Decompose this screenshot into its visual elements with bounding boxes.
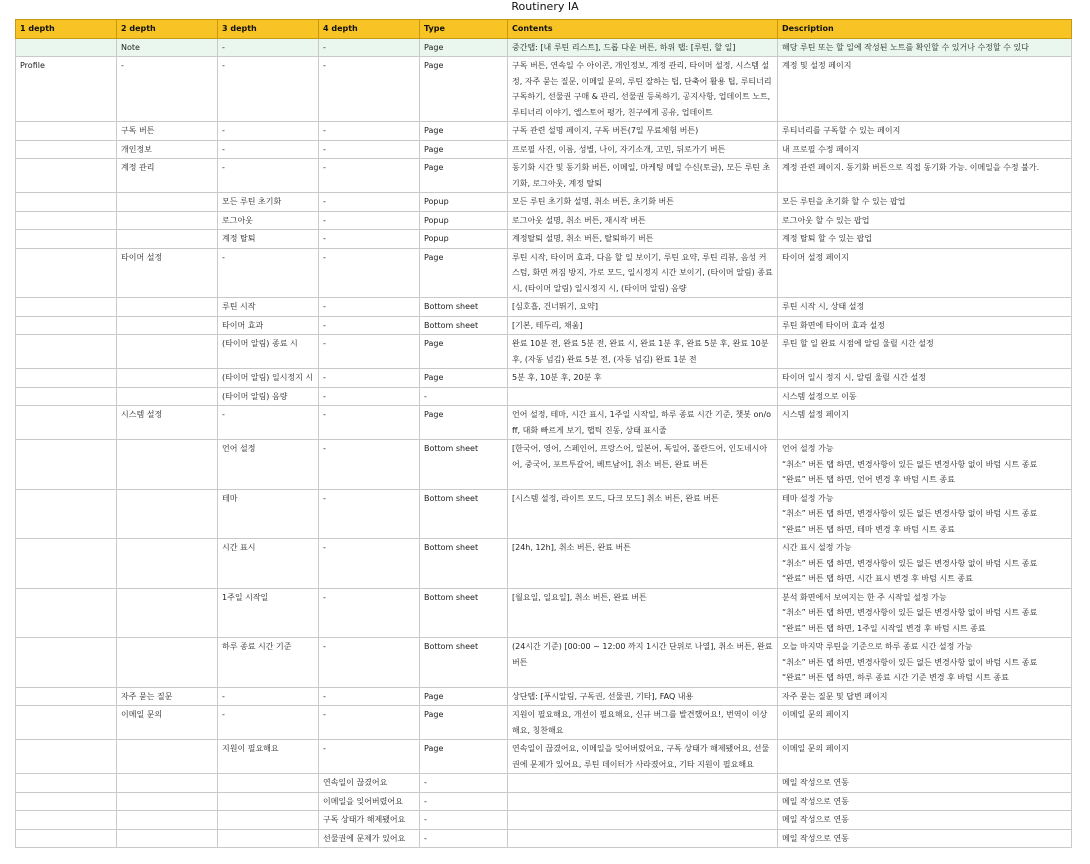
type-cell: Bottom sheet — [420, 440, 508, 490]
description-cell: 이메일 문의 페이지 — [778, 740, 1072, 774]
depth1-cell — [16, 489, 117, 539]
contents-cell: 지원이 필요해요, 개선이 필요해요, 신규 버그를 발견했어요!, 번역이 이상해요, 칭찬해요 — [508, 706, 778, 740]
header-3-depth: 3 depth — [218, 20, 319, 39]
table-row — [16, 539, 1072, 589]
table-row — [16, 122, 1072, 141]
depth3-cell: 지원이 필요해요 — [218, 740, 319, 774]
depth4-cell: - — [319, 706, 420, 740]
table-row — [16, 740, 1072, 774]
depth3-cell: - — [218, 687, 319, 706]
depth4-cell: - — [319, 38, 420, 57]
depth1-cell — [16, 159, 117, 193]
depth2-cell — [117, 638, 218, 688]
table-row — [16, 792, 1072, 811]
depth3-cell — [218, 774, 319, 793]
depth1-cell — [16, 440, 117, 490]
depth4-cell: - — [319, 489, 420, 539]
type-cell: Page — [420, 57, 508, 122]
table-row — [16, 298, 1072, 317]
table-row — [16, 489, 1072, 539]
description-cell: 내 프로필 수정 페이지 — [778, 140, 1072, 159]
depth3-cell: (타이머 알림) 음량 — [218, 387, 319, 406]
contents-cell: 구독 관련 설명 페이지, 구독 버튼(7일 무료체험 버튼) — [508, 122, 778, 141]
depth2-cell: 이메일 문의 — [117, 706, 218, 740]
depth4-cell: - — [319, 440, 420, 490]
depth2-cell — [117, 829, 218, 848]
description-cell: 계정 탈퇴 할 수 있는 팝업 — [778, 230, 1072, 249]
depth2-cell: 자주 묻는 질문 — [117, 687, 218, 706]
depth1-cell — [16, 369, 117, 388]
table-row — [16, 193, 1072, 212]
depth2-cell — [117, 774, 218, 793]
depth2-cell — [117, 489, 218, 539]
description-cell: 메일 작성으로 연동 — [778, 774, 1072, 793]
depth3-cell: (타이머 알림) 종료 시 — [218, 335, 319, 369]
depth1-cell — [16, 335, 117, 369]
contents-cell: 로그아웃 설명, 취소 버튼, 재시작 버튼 — [508, 211, 778, 230]
header-4-depth: 4 depth — [319, 20, 420, 39]
table-row — [16, 159, 1072, 193]
header-type: Type — [420, 20, 508, 39]
contents-cell: 모든 루틴 초기화 설명, 취소 버튼, 초기화 버튼 — [508, 193, 778, 212]
depth1-cell — [16, 298, 117, 317]
contents-cell: (24시간 기준) [00:00 ~ 12:00 까지 1시간 단위로 나열], 취소 버튼, 완료 버튼 — [508, 638, 778, 688]
depth3-cell: - — [218, 248, 319, 298]
contents-cell: 중간탭: [내 루틴 리스트], 드롭 다운 버튼, 하위 탭: [루틴, 할 일] — [508, 38, 778, 57]
depth2-cell — [117, 792, 218, 811]
depth3-cell: 언어 설정 — [218, 440, 319, 490]
depth4-cell: - — [319, 159, 420, 193]
contents-cell — [508, 829, 778, 848]
depth2-cell — [117, 369, 218, 388]
depth2-cell — [117, 588, 218, 638]
depth4-cell: - — [319, 740, 420, 774]
depth4-cell: - — [319, 230, 420, 249]
depth2-cell — [117, 335, 218, 369]
type-cell: Page — [420, 159, 508, 193]
type-cell: - — [420, 387, 508, 406]
description-cell: 계정 관련 페이지. 동기화 버튼으로 직접 동기화 가능. 이메일을 수정 불가. — [778, 159, 1072, 193]
contents-cell: [심호흡, 건너뛰기, 요약] — [508, 298, 778, 317]
table-row — [16, 316, 1072, 335]
depth4-cell: - — [319, 406, 420, 440]
depth4-cell: - — [319, 588, 420, 638]
depth3-cell — [218, 829, 319, 848]
description-cell: 메일 작성으로 연동 — [778, 811, 1072, 830]
table-row — [16, 406, 1072, 440]
description-cell: 모든 루틴을 초기화 할 수 있는 팝업 — [778, 193, 1072, 212]
header-contents: Contents — [508, 20, 778, 39]
table-row — [16, 369, 1072, 388]
depth4-cell: - — [319, 387, 420, 406]
contents-cell: 프로필 사진, 이름, 성별, 나이, 자기소개, 고민, 뒤로가기 버튼 — [508, 140, 778, 159]
type-cell: Bottom sheet — [420, 539, 508, 589]
depth1-cell — [16, 406, 117, 440]
contents-cell: 5분 후, 10분 후, 20분 후 — [508, 369, 778, 388]
depth3-cell: - — [218, 706, 319, 740]
depth2-cell — [117, 440, 218, 490]
depth1-cell — [16, 829, 117, 848]
depth3-cell: - — [218, 159, 319, 193]
header-2-depth: 2 depth — [117, 20, 218, 39]
description-cell: 해당 루틴 또는 할 일에 작성된 노트를 확인할 수 있거나 수정할 수 있다 — [778, 38, 1072, 57]
description-cell: 메일 작성으로 연동 — [778, 792, 1072, 811]
type-cell: - — [420, 792, 508, 811]
depth4-cell: - — [319, 539, 420, 589]
depth1-cell — [16, 211, 117, 230]
depth4-cell: 선물권에 문제가 있어요 — [319, 829, 420, 848]
type-cell: Page — [420, 740, 508, 774]
type-cell: Page — [420, 38, 508, 57]
depth4-cell: 연속일이 끊겼어요 — [319, 774, 420, 793]
description-cell: 메일 작성으로 연동 — [778, 829, 1072, 848]
description-cell: 분석 화면에서 보여지는 한 주 시작일 설정 가능 “취소” 버튼 탭 하면, 변경사항이 있든 없든 변경사항 없이 바텀 시트 종료 “완료” 버튼 탭 하면, 1주일 시작일 변경 후 바텀 시트 종료 — [778, 588, 1072, 638]
table-row — [16, 811, 1072, 830]
type-cell: Popup — [420, 193, 508, 212]
depth2-cell: 개인정보 — [117, 140, 218, 159]
description-cell: 시스템 설정으로 이동 — [778, 387, 1072, 406]
table-row — [16, 706, 1072, 740]
depth3-cell: 로그아웃 — [218, 211, 319, 230]
depth2-cell: 시스템 설정 — [117, 406, 218, 440]
depth1-cell — [16, 316, 117, 335]
depth2-cell — [117, 298, 218, 317]
type-cell: Page — [420, 335, 508, 369]
depth1-cell — [16, 122, 117, 141]
table-row — [16, 335, 1072, 369]
depth3-cell: - — [218, 57, 319, 122]
depth3-cell: - — [218, 38, 319, 57]
type-cell: Bottom sheet — [420, 638, 508, 688]
depth1-cell — [16, 774, 117, 793]
depth4-cell: - — [319, 687, 420, 706]
type-cell: Popup — [420, 230, 508, 249]
table-row — [16, 140, 1072, 159]
depth2-cell — [117, 811, 218, 830]
type-cell: Bottom sheet — [420, 489, 508, 539]
depth3-cell: 시간 표시 — [218, 539, 319, 589]
type-cell: Bottom sheet — [420, 298, 508, 317]
depth4-cell: - — [319, 211, 420, 230]
description-cell: 타이머 설정 페이지 — [778, 248, 1072, 298]
depth4-cell: - — [319, 638, 420, 688]
depth4-cell: 이메일을 잊어버렸어요 — [319, 792, 420, 811]
description-cell: 루틴 화면에 타이머 효과 설정 — [778, 316, 1072, 335]
depth4-cell: - — [319, 335, 420, 369]
table-row — [16, 57, 1072, 122]
depth1-cell — [16, 706, 117, 740]
type-cell: Page — [420, 140, 508, 159]
type-cell: - — [420, 811, 508, 830]
contents-cell: 루틴 시작, 타이머 효과, 다음 할 일 보이기, 루틴 요약, 루틴 리뷰, 음성 커스텀, 화면 꺼짐 방지, 가로 모드, 일시정지 시간 보이기, (타이머 알림) 종료 시, (타이머 알림) 일시정지 시, (타이머 알림) 음량 — [508, 248, 778, 298]
header-1-depth: 1 depth — [16, 20, 117, 39]
contents-cell: [한국어, 영어, 스페인어, 프랑스어, 일본어, 독일어, 폴란드어, 인도네시아어, 중국어, 포트투갈어, 베트남어], 취소 버튼, 완료 버튼 — [508, 440, 778, 490]
description-cell: 타이머 일시 정지 시, 알림 울릴 시간 설정 — [778, 369, 1072, 388]
depth1-cell: Profile — [16, 57, 117, 122]
table-row — [16, 638, 1072, 688]
document-title: Routinery IA — [511, 0, 579, 13]
depth2-cell: - — [117, 57, 218, 122]
description-cell: 언어 설정 가능 “취소” 버튼 탭 하면, 변경사항이 있든 없든 변경사항 없이 바텀 시트 종료 “완료” 버튼 탭 하면, 언어 변경 후 바텀 시트 종료 — [778, 440, 1072, 490]
contents-cell — [508, 387, 778, 406]
depth2-cell — [117, 316, 218, 335]
contents-cell: 언어 설정, 테마, 시간 표시, 1주일 시작일, 하루 종료 시간 기준, 챗봇 on/off, 대화 빠르게 보기, 햅틱 진동, 상태 표시줄 — [508, 406, 778, 440]
depth2-cell — [117, 193, 218, 212]
type-cell: - — [420, 774, 508, 793]
depth1-cell — [16, 811, 117, 830]
depth2-cell — [117, 211, 218, 230]
table-row — [16, 211, 1072, 230]
header-row — [16, 20, 1072, 39]
description-cell: 루티너리를 구독할 수 있는 페이지 — [778, 122, 1072, 141]
depth2-cell — [117, 387, 218, 406]
description-cell: 테마 설정 가능 “취소” 버튼 탭 하면, 변경사항이 있든 없든 변경사항 없이 바텀 시트 종료 “완료” 버튼 탭 하면, 테마 변경 후 바텀 시트 종료 — [778, 489, 1072, 539]
description-cell: 이메일 문의 페이지 — [778, 706, 1072, 740]
description-cell: 자주 묻는 질문 및 답변 페이지 — [778, 687, 1072, 706]
contents-cell: 동기화 시간 및 동기화 버튼, 이메일, 마케팅 메일 수신(토글), 모든 루틴 초기화, 로그아웃, 계정 탈퇴 — [508, 159, 778, 193]
contents-cell: [월요일, 일요일], 취소 버튼, 완료 버튼 — [508, 588, 778, 638]
description-cell: 계정 및 설정 페이지 — [778, 57, 1072, 122]
contents-cell — [508, 811, 778, 830]
depth1-cell — [16, 387, 117, 406]
depth2-cell — [117, 539, 218, 589]
depth1-cell — [16, 193, 117, 212]
table-row — [16, 687, 1072, 706]
depth1-cell — [16, 687, 117, 706]
depth1-cell — [16, 539, 117, 589]
contents-cell: [24h, 12h], 취소 버튼, 완료 버튼 — [508, 539, 778, 589]
ia-table — [15, 19, 1072, 848]
depth4-cell: - — [319, 57, 420, 122]
table-row — [16, 774, 1072, 793]
depth4-cell: - — [319, 316, 420, 335]
description-cell: 루틴 할 일 완료 시점에 알림 울릴 시간 설정 — [778, 335, 1072, 369]
depth4-cell: 구독 상태가 해제됐어요 — [319, 811, 420, 830]
contents-cell: [시스템 설정, 라이트 모드, 다크 모드] 취소 버튼, 완료 버튼 — [508, 489, 778, 539]
depth1-cell — [16, 588, 117, 638]
depth1-cell — [16, 230, 117, 249]
type-cell: Popup — [420, 211, 508, 230]
table-row — [16, 588, 1072, 638]
depth2-cell — [117, 230, 218, 249]
table-row — [16, 829, 1072, 848]
type-cell: Page — [420, 687, 508, 706]
type-cell: - — [420, 829, 508, 848]
table-row — [16, 230, 1072, 249]
contents-cell: 연속일이 끊겼어요, 이메일을 잊어버렸어요, 구독 상태가 해제됐어요, 선물권에 문제가 있어요, 루틴 데이터가 사라졌어요, 기타 지원이 필요해요 — [508, 740, 778, 774]
depth2-cell: 타이머 설정 — [117, 248, 218, 298]
depth1-cell — [16, 740, 117, 774]
depth3-cell: 루틴 시작 — [218, 298, 319, 317]
depth3-cell: 1주일 시작일 — [218, 588, 319, 638]
type-cell: Page — [420, 122, 508, 141]
depth1-cell — [16, 638, 117, 688]
depth1-cell — [16, 248, 117, 298]
table-row — [16, 387, 1072, 406]
depth4-cell: - — [319, 248, 420, 298]
depth3-cell: 테마 — [218, 489, 319, 539]
table-row — [16, 248, 1072, 298]
table-body — [16, 38, 1072, 848]
contents-cell — [508, 774, 778, 793]
depth3-cell: 모든 루틴 초기화 — [218, 193, 319, 212]
depth3-cell: (타이머 알림) 일시정지 시 — [218, 369, 319, 388]
description-cell: 시스템 설정 페이지 — [778, 406, 1072, 440]
contents-cell: 계정탈퇴 설명, 취소 버튼, 탈퇴하기 버튼 — [508, 230, 778, 249]
contents-cell: [기본, 테두리, 채움] — [508, 316, 778, 335]
depth3-cell: 타이머 효과 — [218, 316, 319, 335]
depth3-cell — [218, 792, 319, 811]
type-cell: Bottom sheet — [420, 588, 508, 638]
depth2-cell — [117, 740, 218, 774]
depth1-cell — [16, 140, 117, 159]
description-cell: 시간 표시 설정 가능 “취소” 버튼 탭 하면, 변경사항이 있든 없든 변경사항 없이 바텀 시트 종료 “완료” 버튼 탭 하면, 시간 표시 변경 후 바텀 시트 종료 — [778, 539, 1072, 589]
description-cell: 로그아웃 할 수 있는 팝업 — [778, 211, 1072, 230]
type-cell: Page — [420, 248, 508, 298]
type-cell: Page — [420, 706, 508, 740]
description-cell: 오늘 마지막 루틴을 기준으로 하루 종료 시간 설정 가능 “취소” 버튼 탭 하면, 변경사항이 있든 없든 변경사항 없이 바텀 시트 종료 “완료” 버튼 탭 하면, 하루 종료 시간 기준 변경 후 바텀 시트 종료 — [778, 638, 1072, 688]
depth2-cell: 계정 관리 — [117, 159, 218, 193]
contents-cell: 상단탭: [푸시알림, 구독권, 선물권, 기타], FAQ 내용 — [508, 687, 778, 706]
contents-cell: 구독 버튼, 연속일 수 아이콘, 개인정보, 계정 관리, 타이머 설정, 시스템 설정, 자주 묻는 질문, 이메일 문의, 루틴 잘하는 팁, 단축어 활용 팁, 루티너리 구독하기, 선물권 구매 & 관리, 선물권 등록하기, 공지사항, 업데이트 노트, 루티너리 이야기, 앱스토어 평가, 친구에게 공유, 업데이트 — [508, 57, 778, 122]
depth4-cell: - — [319, 298, 420, 317]
depth1-cell — [16, 792, 117, 811]
depth1-cell — [16, 38, 117, 57]
type-cell: Bottom sheet — [420, 316, 508, 335]
depth3-cell: 계정 탈퇴 — [218, 230, 319, 249]
table-row — [16, 38, 1072, 57]
type-cell: Page — [420, 369, 508, 388]
depth4-cell: - — [319, 193, 420, 212]
depth3-cell: - — [218, 140, 319, 159]
depth3-cell: 하루 종료 시간 기준 — [218, 638, 319, 688]
depth4-cell: - — [319, 122, 420, 141]
type-cell: Page — [420, 406, 508, 440]
depth2-cell: Note — [117, 38, 218, 57]
contents-cell — [508, 792, 778, 811]
header-description: Description — [778, 20, 1072, 39]
depth3-cell — [218, 811, 319, 830]
depth4-cell: - — [319, 369, 420, 388]
depth3-cell: - — [218, 122, 319, 141]
contents-cell: 완료 10분 전, 완료 5분 전, 완료 시, 완료 1분 후, 완료 5분 후, 완료 10분 후, (자동 넘김) 완료 5분 전, (자동 넘김) 완료 1분 전 — [508, 335, 778, 369]
depth3-cell: - — [218, 406, 319, 440]
depth4-cell: - — [319, 140, 420, 159]
table-row — [16, 440, 1072, 490]
depth2-cell: 구독 버튼 — [117, 122, 218, 141]
description-cell: 루틴 시작 시, 상태 설정 — [778, 298, 1072, 317]
